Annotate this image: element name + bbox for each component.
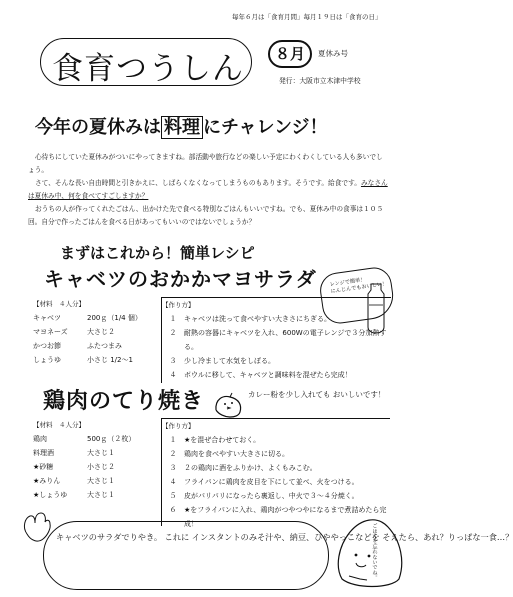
ingredient-row: しょうゆ 小さじ 1/2～1 (33, 356, 133, 364)
ingredient-row: かつお節 ふたつまみ (33, 342, 122, 350)
page-title: 食育つうしん (52, 51, 244, 87)
recipe2-ingredients (33, 418, 151, 505)
intro-paragraph-2a: さて、そんな長い自由時間と引きかえに、しばらくなくなってしまうものもあります。そうです。給食です。 (35, 178, 361, 187)
step-row: ６ ★をフライパンに入れ、鶏肉がつやつやになるまで煮詰めたら完成！ (169, 506, 387, 528)
publisher: 発行：大阪市立木津中学校 (279, 77, 361, 85)
sticker-text: レンジで簡単！ にんじんでもおいしい！ (329, 277, 388, 295)
step-row: １ キャベツは洗って食べやすい大きさにちぎる。 (169, 315, 331, 323)
recipe2-title: 鶏肉のてり焼き (43, 388, 205, 414)
recipe1-ingredient-list (33, 311, 151, 367)
recipe2-steps-label: 【作り方】 (162, 422, 195, 430)
issue-label: 夏休み号 (318, 49, 348, 58)
ingredient-row: キャベツ 200ｇ（1/4 個） (33, 314, 142, 322)
step-row: ５ 皮がパリパリになったら裏返し、中火で３～４分焼く。 (169, 492, 359, 500)
intro-paragraph-2b: みなさんは夏休み中、何を食べてすごしますか？ (28, 178, 388, 200)
hand-icon (17, 505, 53, 545)
ingredient-row: マヨネーズ 大さじ２ (33, 328, 115, 336)
ingredient-row: 料理酒 大さじ１ (33, 449, 115, 457)
headline-emphasis: 料理 (161, 116, 203, 139)
intro-paragraph-1: 心待ちにしていた夏休みがついにやってきますね。部活動や旅行などの楽しい予定にわくわくしている人も多いでしょう。 (28, 153, 383, 174)
intro-paragraph-2 (28, 177, 389, 203)
bottle-icon (358, 280, 394, 335)
step-row: ３ 少し冷まして水気をしぼる。 (169, 357, 275, 365)
ingredient-row: ★みりん 大さじ１ (33, 477, 115, 485)
recipe1-ingredients (33, 297, 151, 380)
mascot-note: ごはんを忘れないでね。 (371, 523, 378, 581)
ingredient-row: ★砂糖 小さじ２ (33, 463, 115, 471)
top-note: 毎年６月は「食育月間」毎月１９日は「食育の日」 (232, 13, 382, 21)
step-row: ２ 耐熱の容器にキャベツを入れ、600Wの電子レンジで３分加熱する。 (169, 329, 387, 351)
section-title: まずはこれから！簡単レシピ (60, 244, 255, 262)
intro-paragraph-3: おうちの人が作ってくれたごはん、出かけた先で食べる特別なごはんもいいですね。でも、夏休み中の食事は１０５回。自分で作ったごはんを食べる日があってもいいのではないでしょうか？ (28, 204, 384, 226)
step-row: １ ★を混ぜ合わせておく。 (169, 436, 261, 444)
ingredient-row: 鶏肉 500ｇ（２枚） (33, 435, 136, 443)
headline-suffix: にチャレンジ！ (203, 117, 328, 138)
recipe1-title: キャベツのおかかマヨサラダ (44, 267, 317, 291)
month-badge: ８月 (268, 40, 312, 68)
recipe1-materials-label: 【材料 ４人分】 (33, 300, 85, 308)
headline-prefix: 今年の夏休みは (35, 117, 161, 138)
recipe1-steps (161, 297, 391, 383)
step-row: ４ ボウルに移して、キャベツと調味料を混ぜたら完成！ (169, 371, 352, 379)
recipe2-materials-label: 【材料 ４人分】 (33, 421, 85, 429)
speech-text: キャベツのサラダでりやき。 これに インスタントのみそ汁や、納豆、ひややっこなどを そえたら、あれ？りっぱな一食…？ (56, 532, 513, 542)
recipe1-steps-label: 【作り方】 (162, 301, 195, 309)
ingredient-row: ★しょうゆ 大さじ１ (33, 491, 115, 499)
headline (35, 113, 328, 139)
step-row: ２ 鶏肉を食べやすい大きさに切る。 (169, 450, 289, 458)
tip-bubble: カレー粉を少し入れても おいしいです！ (248, 390, 386, 399)
intro-text (28, 151, 389, 228)
rice-ball-mascot-icon (332, 501, 408, 589)
step-row: ４ フライパンに鶏肉を皮目を下にして並べ、火をつける。 (169, 478, 359, 486)
step-row: ３ ２の鶏肉に酒をふりかけ、よくもみこむ。 (169, 464, 317, 472)
